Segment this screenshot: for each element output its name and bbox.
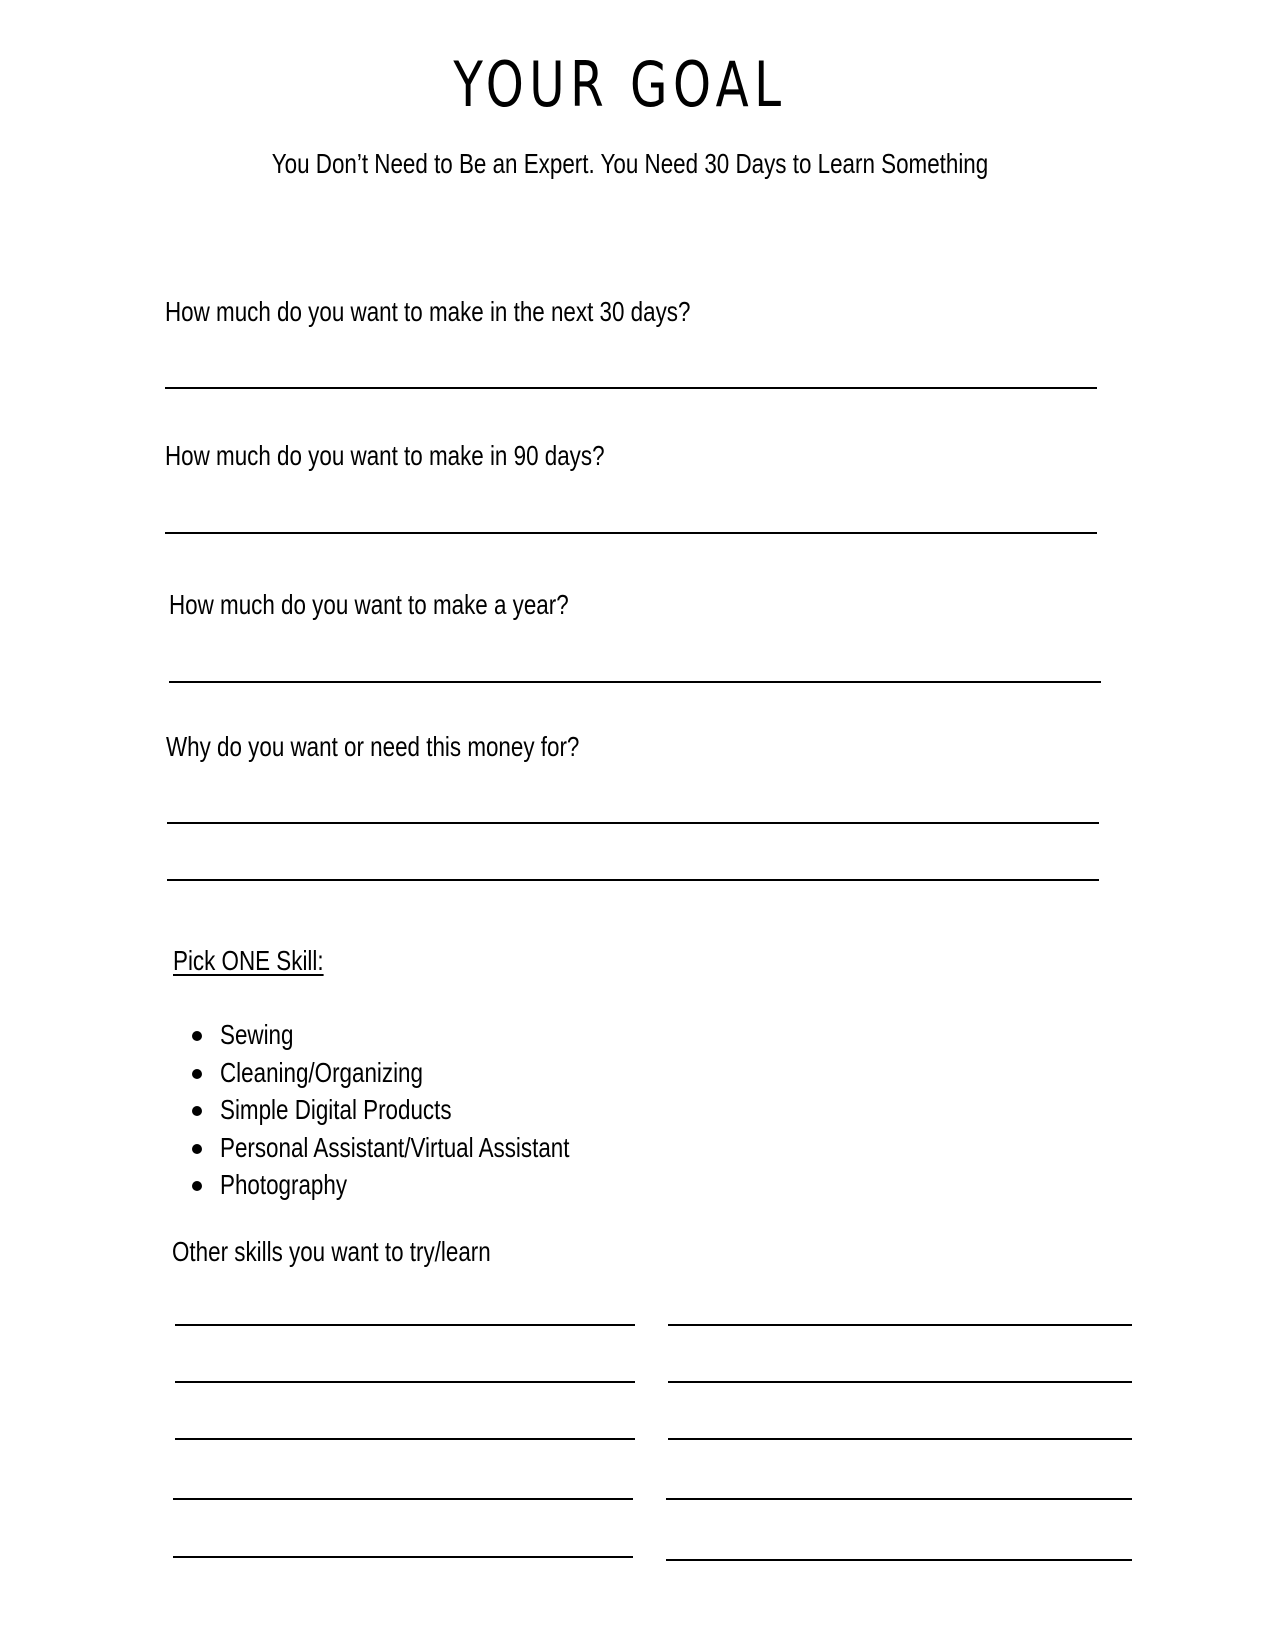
- bullet-icon: [192, 1106, 202, 1116]
- bullet-icon: [192, 1181, 202, 1191]
- other-skill-line-left-4[interactable]: [173, 1498, 633, 1500]
- other-skills-label: Other skills you want to try/learn: [172, 1236, 491, 1267]
- answer-line-why-1[interactable]: [167, 822, 1099, 824]
- answer-line-30-days[interactable]: [165, 387, 1097, 389]
- skill-label: Cleaning/Organizing: [220, 1056, 423, 1088]
- question-90-days-label: How much do you want to make in 90 days?: [165, 440, 605, 471]
- other-skill-line-left-2[interactable]: [175, 1381, 635, 1383]
- skills-heading: Pick ONE Skill:: [173, 945, 324, 976]
- other-skill-line-right-3[interactable]: [668, 1438, 1132, 1440]
- question-year-label: How much do you want to make a year?: [169, 589, 569, 620]
- answer-line-90-days[interactable]: [165, 532, 1097, 534]
- answer-line-year[interactable]: [169, 681, 1101, 683]
- bullet-icon: [192, 1031, 202, 1041]
- skill-label: Photography: [220, 1169, 348, 1200]
- other-skill-line-right-1[interactable]: [668, 1324, 1132, 1326]
- page-title: YOUR GOAL: [453, 48, 787, 121]
- other-skill-line-left-5[interactable]: [173, 1556, 633, 1558]
- other-skill-line-right-4[interactable]: [666, 1498, 1132, 1500]
- other-skill-line-right-5[interactable]: [666, 1559, 1132, 1561]
- other-skill-line-right-2[interactable]: [668, 1381, 1132, 1383]
- other-skill-line-left-1[interactable]: [175, 1324, 635, 1326]
- skill-label: Simple Digital Products: [220, 1094, 452, 1125]
- skill-label: Personal Assistant/Virtual Assistant: [220, 1131, 570, 1163]
- bullet-icon: [192, 1144, 202, 1154]
- other-skill-line-left-3[interactable]: [175, 1438, 635, 1440]
- page-subtitle: You Don’t Need to Be an Expert. You Need 30 Days to Learn Something: [271, 148, 989, 179]
- question-why-label: Why do you want or need this money for?: [166, 731, 580, 762]
- skill-label: Sewing: [220, 1019, 294, 1050]
- answer-line-why-2[interactable]: [167, 879, 1099, 881]
- bullet-icon: [192, 1069, 202, 1079]
- question-30-days-label: How much do you want to make in the next 30 days?: [165, 296, 691, 327]
